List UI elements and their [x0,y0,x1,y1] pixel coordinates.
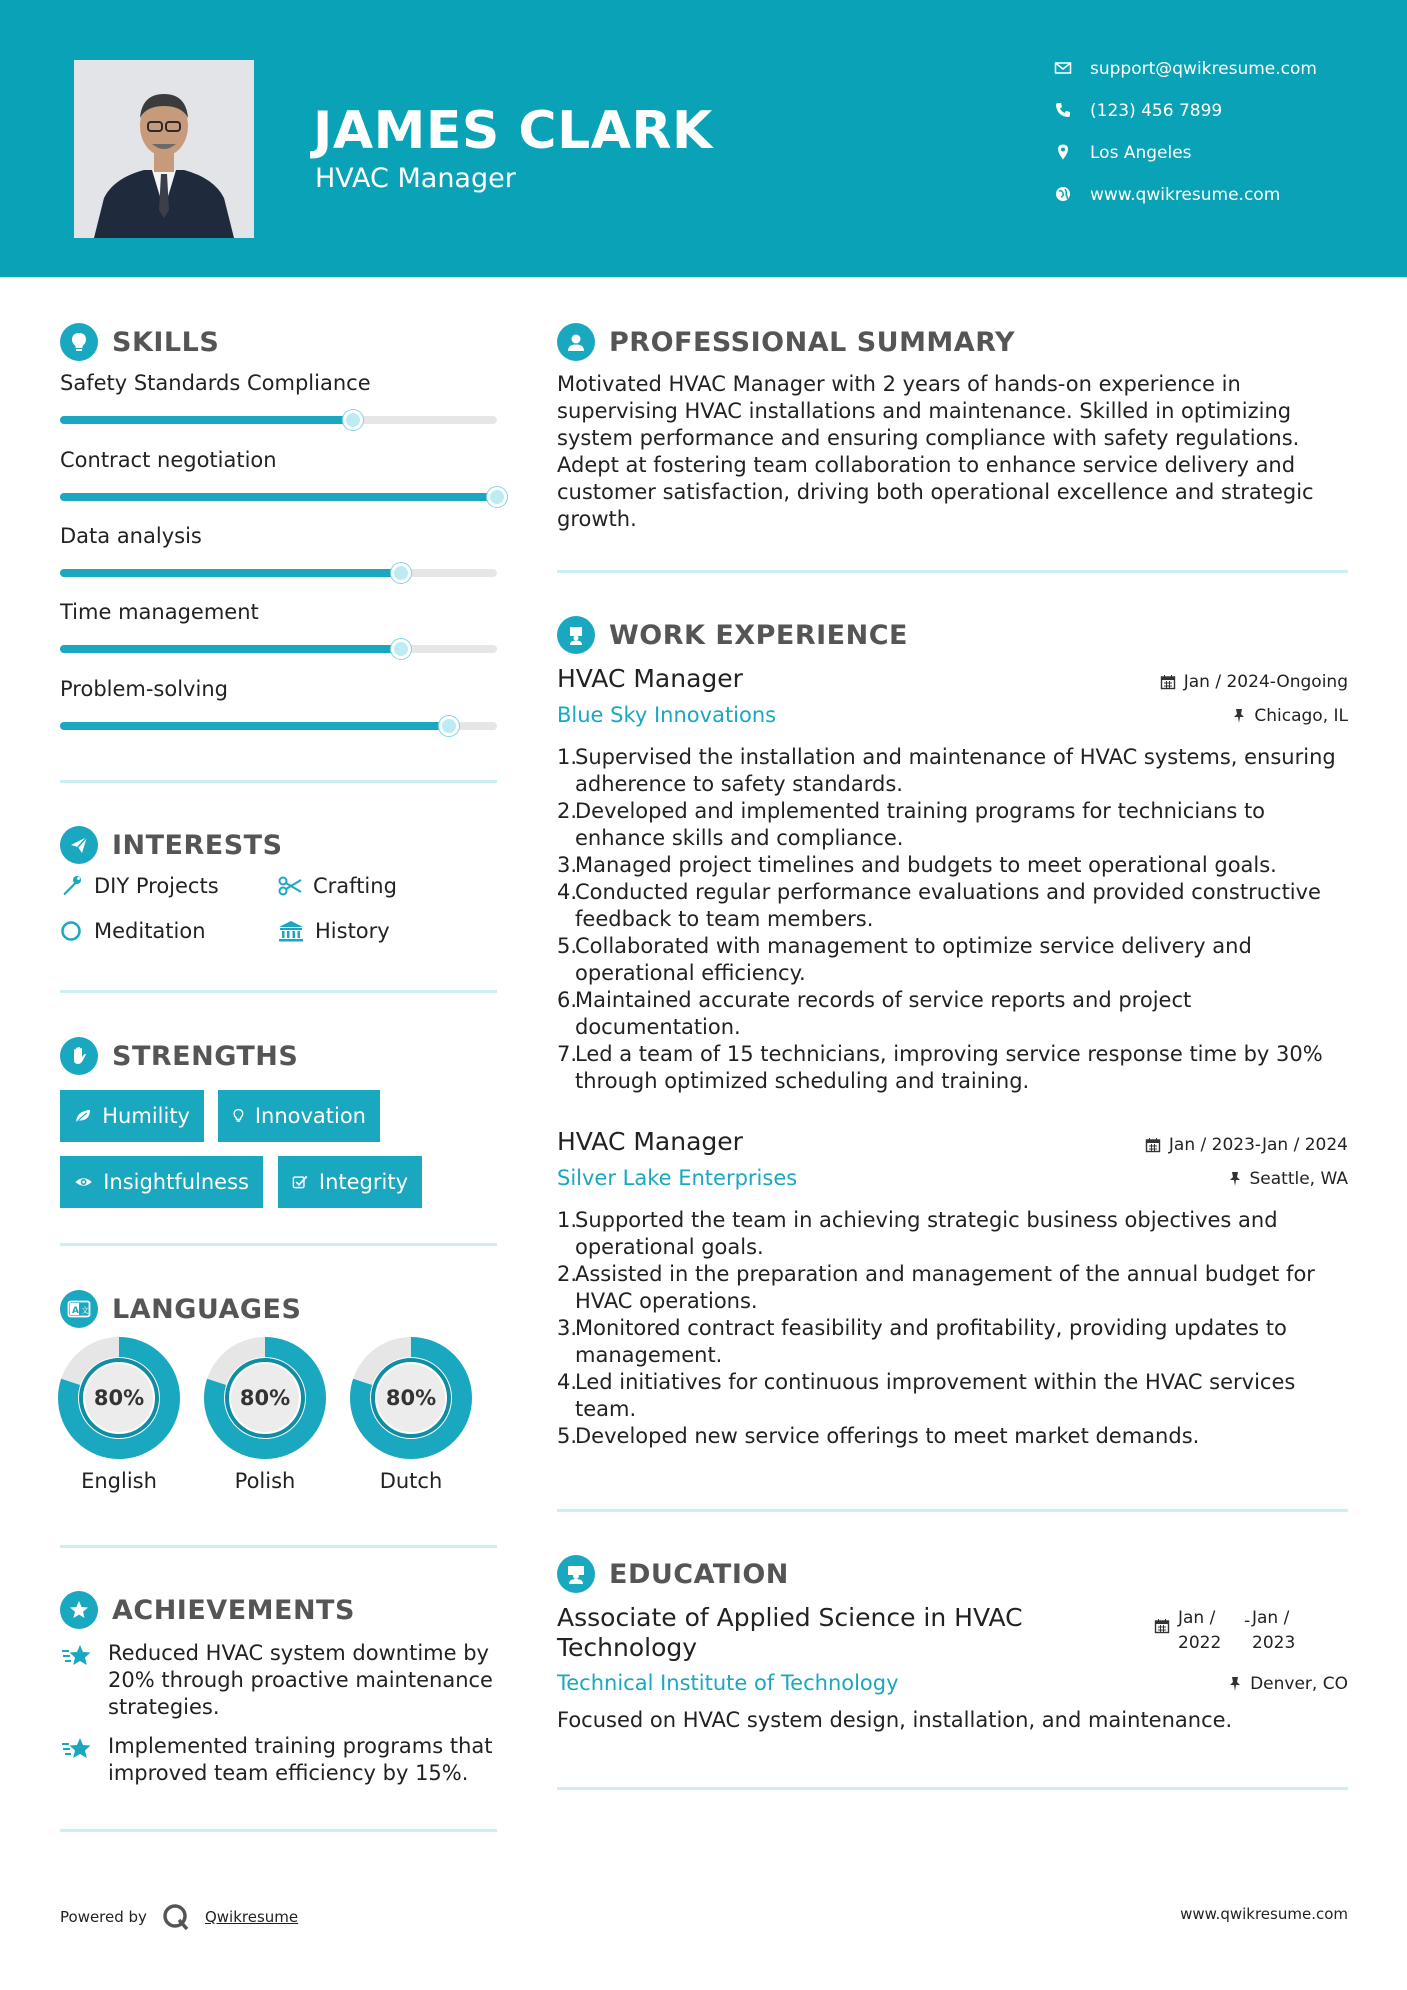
language-english [58,1337,180,1493]
skill-bar-2 [60,493,497,501]
job-dates [1145,1135,1348,1155]
section-divider [60,1243,497,1246]
user-icon [557,323,595,361]
language-percent: 80% [93,1386,145,1410]
language-percent: 80% [385,1386,437,1410]
section-divider [557,570,1348,573]
skill-bar-fill [60,569,401,577]
skill-bar-5 [60,722,497,730]
pushpin-icon [1228,1171,1242,1187]
job-dates-text: Jan / 2023-Jan / 2024 [1168,1135,1348,1155]
graduate-icon [557,1555,595,1593]
language-polish [204,1337,326,1493]
education-degree-line2: Technology [557,1633,698,1662]
map-pin-icon [1054,143,1072,161]
job-bullets [557,1207,1347,1450]
footer-website[interactable]: www.qwikresume.com [1180,1905,1348,1923]
job-location-text: Seattle, WA [1249,1169,1348,1189]
interest-label: History [315,919,390,943]
hand-icon [60,1037,98,1075]
strength-chip-integrity [278,1156,422,1208]
section-divider [60,990,497,993]
contact-website[interactable] [1054,184,1280,206]
strength-label: Innovation [254,1104,366,1128]
list-item: 6. Maintained accurate records of service reports and project documentation. [557,988,1192,1039]
education-degree-line1: Associate of Applied Science in HVAC [557,1603,1023,1632]
skill-bar-4 [60,645,497,653]
contact-email-text: support@qwikresume.com [1090,59,1317,79]
skill-label-5: Problem-solving [60,677,228,701]
list-item: 2. Assisted in the preparation and management of the annual budget for HVAC operations. [557,1262,1315,1313]
svg-text:文: 文 [81,1306,89,1315]
strength-chip-innovation [218,1090,380,1142]
list-item: 7. Led a team of 15 technicians, improving service response time by 30% through optimized scheduling and training. [557,1042,1323,1093]
education-location [1228,1674,1348,1694]
list-item: 1. Supervised the installation and maintenance of HVAC systems, ensuring adherence to safety standards. [557,745,1336,796]
interest-item-history [277,919,390,943]
museum-icon [277,919,305,943]
candidate-title: HVAC Manager [315,163,516,194]
job-company: Blue Sky Innovations [557,703,777,727]
section-divider [557,1787,1348,1790]
wrench-icon [60,874,84,898]
education-dates [1154,1606,1294,1656]
section-divider [60,780,497,783]
language-label: Polish [234,1469,296,1493]
job-bullets [557,744,1347,1095]
experience-heading [557,616,908,654]
shooting-star-icon [60,1735,94,1763]
scissors-icon [277,874,303,898]
list-item: 4. Conducted regular performance evaluations and provided constructive feedback to team members. [557,880,1321,931]
language-label: Dutch [379,1469,443,1493]
contact-email[interactable] [1054,58,1317,80]
list-item: 4. Led initiatives for continuous improvement within the HVAC services team. [557,1370,1296,1421]
profile-photo [74,60,254,238]
phone-icon [1054,101,1072,119]
circle-icon [60,919,84,943]
language-donut [204,1337,326,1459]
language-donut [350,1337,472,1459]
powered-by-text: Powered by [60,1908,147,1926]
skill-bar-fill [60,493,497,501]
language-donut [58,1337,180,1459]
calendar-icon [1154,1618,1170,1634]
skill-bar-knob [487,487,507,507]
leaf-icon [74,1105,92,1127]
education-heading [557,1555,789,1593]
job-location [1228,1169,1349,1189]
list-item: 1. Supported the team in achieving strategic business objectives and operational goals. [557,1208,1278,1259]
achievement-text: Reduced HVAC system downtime by 20% through proactive maintenance strategies. [108,1641,493,1719]
skills-title: SKILLS [112,326,220,358]
presenter-icon [557,616,595,654]
strength-label: Humility [102,1104,190,1128]
skill-bar-knob [391,639,411,659]
strength-label: Insightfulness [103,1170,249,1194]
skill-label-1: Safety Standards Compliance [60,371,371,395]
check-square-icon [292,1171,309,1193]
job-location-text: Chicago, IL [1254,706,1348,726]
achievement-item [60,1640,500,1721]
skill-bar-3 [60,569,497,577]
interests-heading [60,826,283,864]
education-start: Jan / 2022 [1178,1608,1222,1653]
summary-heading [557,323,1015,361]
interest-label: DIY Projects [94,874,219,898]
summary-title: PROFESSIONAL SUMMARY [609,326,1016,358]
interest-item-diy [60,874,219,898]
shooting-star-icon [60,1642,94,1670]
pushpin-icon [1232,708,1246,724]
job-dates [1160,672,1348,692]
skill-bar-fill [60,645,401,653]
job-dates-text: Jan / 2024-Ongoing [1183,672,1348,692]
skill-label-4: Time management [60,600,259,624]
strength-chip-humility [60,1090,204,1142]
skill-bar-fill [60,722,449,730]
job-location [1232,706,1348,726]
lightbulb-icon [232,1105,245,1127]
contact-website-text: www.qwikresume.com [1090,185,1281,205]
education-title: EDUCATION [609,1558,789,1590]
skill-label-3: Data analysis [60,524,202,548]
achievements-title: ACHIEVEMENTS [112,1594,355,1626]
strength-chip-insightfulness [60,1156,263,1208]
skill-bar-knob [391,563,411,583]
list-item: 3. Monitored contract feasibility and profitability, providing updates to management. [557,1316,1287,1367]
languages-title: LANGUAGES [112,1293,302,1325]
contact-phone-text: (123) 456 7899 [1090,101,1223,121]
envelope-icon [1054,59,1072,77]
list-item: 3. Managed project timelines and budgets to meet operational goals. [557,853,1277,877]
education-end: - Jan / 2023 [1244,1608,1296,1653]
skills-heading [60,323,219,361]
strengths-title: STRENGTHS [112,1040,299,1072]
eye-icon [74,1171,93,1193]
footer-powered-by [60,1902,298,1932]
education-school: Technical Institute of Technology [557,1671,899,1695]
resume-header [0,0,1407,277]
interest-label: Crafting [313,874,397,898]
svg-text:A: A [72,1306,79,1316]
strengths-heading [60,1037,298,1075]
summary-text: Motivated HVAC Manager with 2 years of hands-on experience in supervising HVAC installations and maintenance. Skilled in optimizing system performance and ensuring compliance with safety regulations. Adept at fostering team collaboration to enhance service delivery and customer satisfaction, driving both operational excellence and strategic growth. [557,372,1314,531]
education-degree [557,1603,1057,1663]
language-dutch [350,1337,472,1493]
star-badge-icon [60,1591,98,1629]
list-item: 5. Developed new service offerings to meet market demands. [557,1424,1200,1448]
interest-item-crafting [277,874,397,898]
section-divider [557,1509,1348,1512]
contact-location [1054,142,1192,164]
experience-title: WORK EXPERIENCE [609,619,908,651]
skill-label-2: Contract negotiation [60,448,277,472]
skill-bar-knob [439,716,459,736]
achievements-heading [60,1591,355,1629]
achievement-item [60,1733,500,1787]
interests-title: INTERESTS [112,829,283,861]
globe-icon [1054,185,1072,203]
qwikresume-link[interactable]: Qwikresume [204,1908,299,1926]
section-divider [60,1829,497,1832]
lightbulb-icon [60,323,98,361]
list-item: 2. Developed and implemented training programs for technicians to enhance skills and compliance. [557,799,1266,850]
language-label: English [81,1469,157,1493]
contact-location-text: Los Angeles [1090,143,1192,163]
education-location-text: Denver, CO [1250,1674,1348,1694]
interest-label: Meditation [94,919,206,943]
job-title: HVAC Manager [557,664,743,693]
skill-bar-fill [60,416,353,424]
interest-item-meditation [60,919,206,943]
paper-plane-icon [60,826,98,864]
candidate-name: JAMES CLARK [313,101,713,161]
job-company: Silver Lake Enterprises [557,1166,798,1190]
job-title: HVAC Manager [557,1127,743,1156]
skill-bar-1 [60,416,497,424]
education-description: Focused on HVAC system design, installation, and maintenance. [557,1708,1233,1732]
calendar-icon [1145,1137,1161,1153]
calendar-icon [1160,674,1176,690]
qwikresume-logo-icon [161,1902,193,1932]
languages-heading [60,1290,301,1328]
language-percent: 80% [239,1386,291,1410]
achievement-text: Implemented training programs that improved team efficiency by 15%. [108,1734,493,1785]
pushpin-icon [1228,1676,1242,1692]
translate-icon [60,1290,98,1328]
section-divider [60,1545,497,1548]
skill-bar-knob [343,410,363,430]
list-item: 5. Collaborated with management to optimize service delivery and operational efficiency. [557,934,1252,985]
contact-phone[interactable] [1054,100,1222,122]
strength-label: Integrity [318,1170,408,1194]
